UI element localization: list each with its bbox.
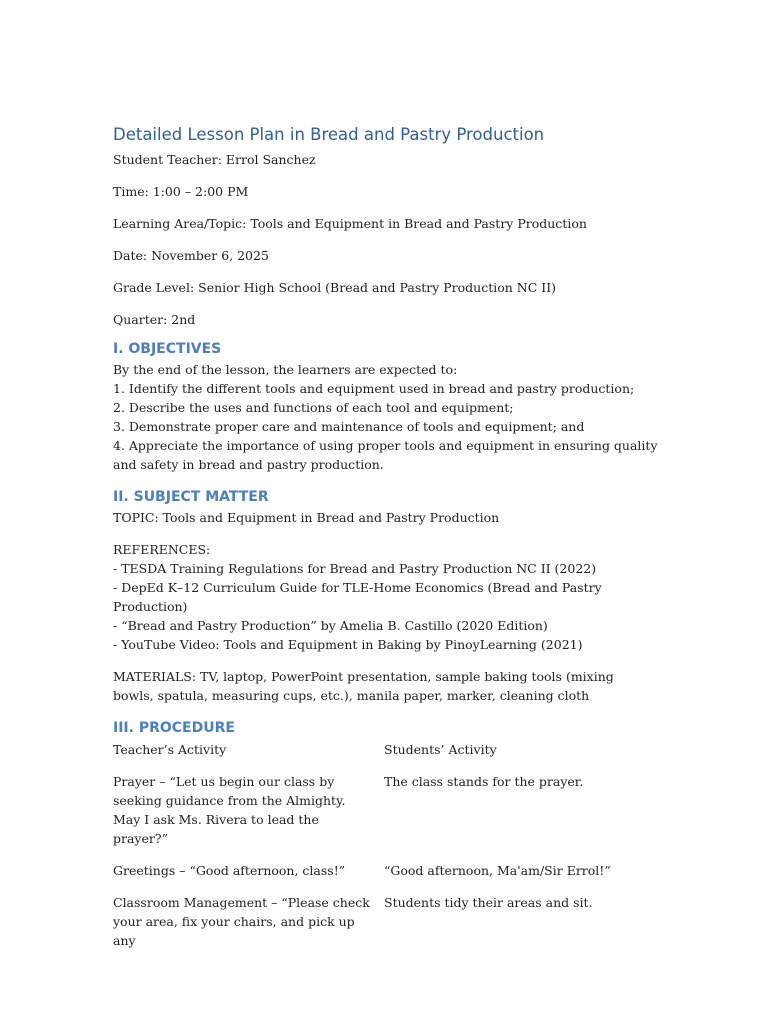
table-row [113, 893, 658, 963]
document-title: Detailed Lesson Plan in Bread and Pastry Production [113, 125, 545, 144]
references-block [113, 540, 658, 654]
students-activity-cell: The class stands for the prayer. [384, 774, 584, 789]
objective-item: 1. Identify the different tools and equipment used in bread and pastry production; [113, 381, 635, 396]
student-teacher-line: Student Teacher: Errol Sanchez [113, 152, 316, 167]
teacher-activity-header: Teacher’s Activity [113, 742, 227, 757]
materials-line: MATERIALS: TV, laptop, PowerPoint presentation, sample baking tools (mixing bowls, spatula, measuring cups, etc.), manila paper, marker, cleaning cloth [113, 669, 614, 703]
students-activity-header: Students’ Activity [384, 742, 497, 757]
table-row [113, 861, 658, 893]
document-content [113, 124, 658, 963]
students-activity-cell: “Good afternoon, Ma'am/Sir Errol!” [384, 863, 611, 878]
quarter-line: Quarter: 2nd [113, 312, 196, 327]
teacher-activity-cell: Greetings – “Good afternoon, class!” [113, 863, 346, 878]
objectives-block [113, 360, 658, 474]
procedure-heading: III. PROCEDURE [113, 720, 235, 736]
table-row [113, 772, 658, 861]
objectives-heading: I. OBJECTIVES [113, 341, 222, 357]
reference-item: - TESDA Training Regulations for Bread and Pastry Production NC II (2022) [113, 561, 597, 576]
subject-matter-heading: II. SUBJECT MATTER [113, 489, 269, 505]
teacher-activity-cell: Prayer – “Let us begin our class by seeking guidance from the Almighty. May I ask Ms. Rivera to lead the prayer?” [113, 774, 346, 846]
objectives-intro: By the end of the lesson, the learners are expected to: [113, 362, 458, 377]
students-activity-cell: Students tidy their areas and sit. [384, 895, 593, 910]
references-label: REFERENCES: [113, 542, 211, 557]
time-line: Time: 1:00 – 2:00 PM [113, 184, 249, 199]
learning-area-line: Learning Area/Topic: Tools and Equipment in Bread and Pastry Production [113, 216, 587, 231]
topic-line: TOPIC: Tools and Equipment in Bread and Pastry Production [113, 510, 500, 525]
reference-item: - YouTube Video: Tools and Equipment in Baking by PinoyLearning (2021) [113, 637, 583, 652]
grade-level-line: Grade Level: Senior High School (Bread and Pastry Production NC II) [113, 280, 557, 295]
objective-item: 4. Appreciate the importance of using proper tools and equipment in ensuring quality and safety in bread and pastry production. [113, 438, 658, 472]
objective-item: 2. Describe the uses and functions of each tool and equipment; [113, 400, 514, 415]
reference-item: - “Bread and Pastry Production” by Amelia B. Castillo (2020 Edition) [113, 618, 548, 633]
procedure-header-row [113, 740, 658, 772]
procedure-table [113, 740, 658, 963]
date-line: Date: November 6, 2025 [113, 248, 269, 263]
objective-item: 3. Demonstrate proper care and maintenance of tools and equipment; and [113, 419, 585, 434]
teacher-activity-cell: Classroom Management – “Please check your area, fix your chairs, and pick up any [113, 895, 370, 948]
reference-item: - DepEd K–12 Curriculum Guide for TLE-Home Economics (Bread and Pastry Production) [113, 580, 602, 614]
